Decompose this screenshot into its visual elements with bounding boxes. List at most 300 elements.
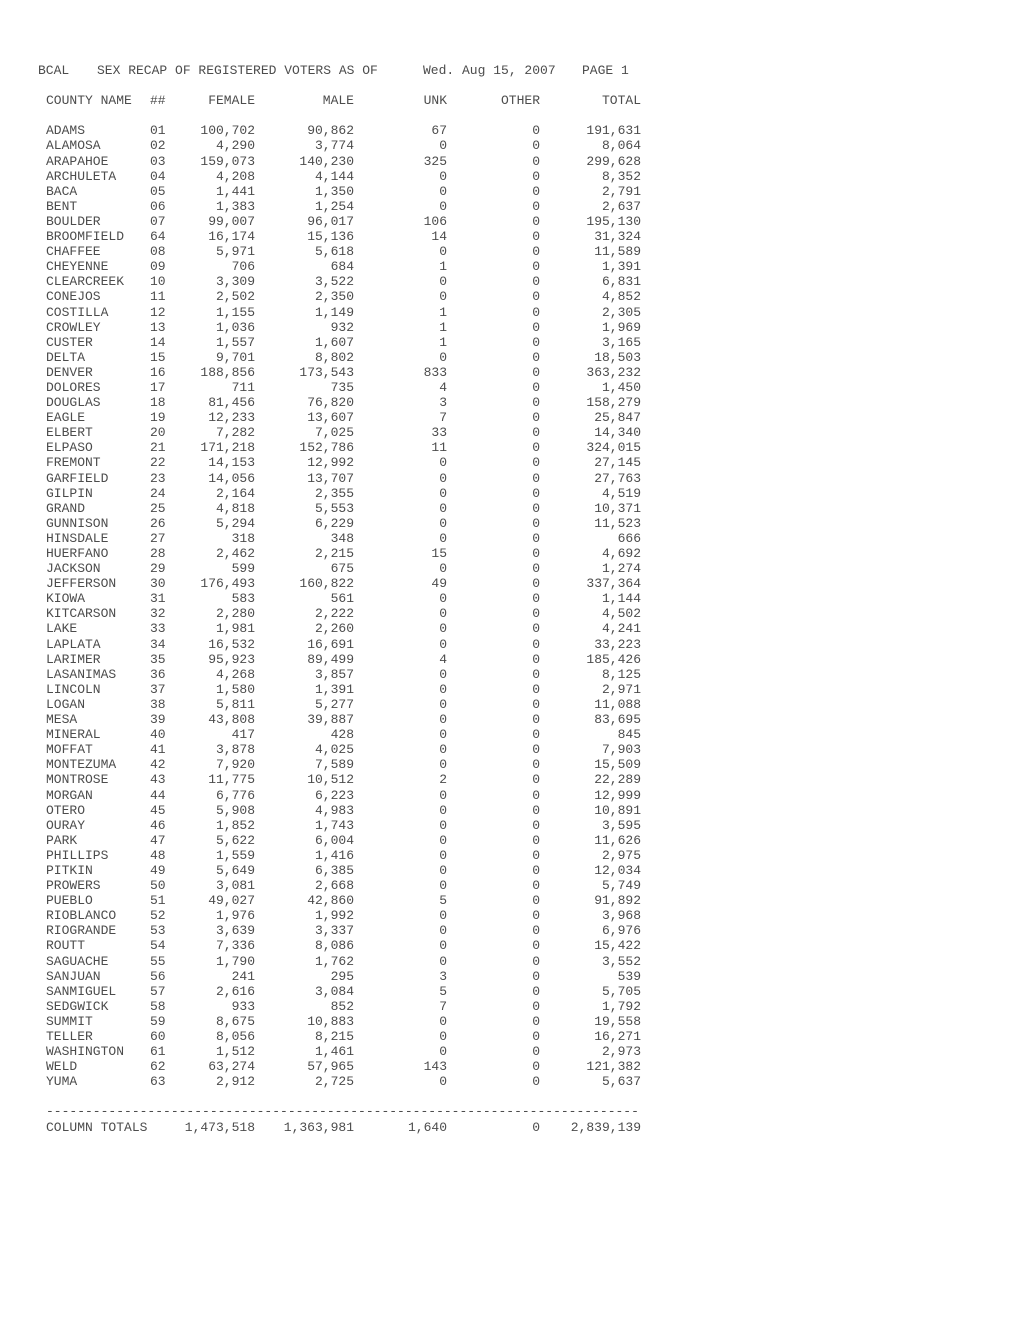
county-code-cell: 51 (150, 893, 166, 909)
table-row (38, 606, 678, 621)
unk-cell: 0 (439, 183, 447, 199)
female-cell: 5,811 (215, 696, 255, 712)
total-cell: 11,589 (594, 244, 641, 260)
female-cell: 16,174 (208, 229, 255, 245)
table-row (38, 289, 678, 304)
female-cell: 318 (231, 530, 255, 546)
male-cell: 2,355 (314, 485, 354, 501)
table-row (38, 154, 678, 169)
county-name-cell: EAGLE (46, 410, 86, 426)
total-cell: 4,502 (601, 606, 641, 622)
male-cell: 76,820 (307, 395, 354, 411)
table-row (38, 576, 678, 591)
female-cell: 5,971 (215, 244, 255, 260)
county-name-cell: MORGAN (46, 787, 93, 803)
other-cell: 0 (532, 666, 540, 682)
male-cell: 5,618 (314, 244, 354, 260)
unk-cell: 0 (439, 908, 447, 924)
county-code-cell: 58 (150, 998, 166, 1014)
county-name-cell: ADAMS (46, 123, 86, 139)
other-cell: 0 (532, 651, 540, 667)
male-cell: 1,254 (314, 198, 354, 214)
other-cell: 0 (532, 485, 540, 501)
table-row (38, 1029, 678, 1044)
female-cell: 1,580 (215, 681, 255, 697)
county-code-cell: 53 (150, 923, 166, 939)
county-name-cell: PITKIN (46, 862, 93, 878)
table-row (38, 199, 678, 214)
other-cell: 0 (532, 198, 540, 214)
total-cell: 185,426 (586, 651, 641, 667)
male-cell: 6,229 (314, 515, 354, 531)
county-code-cell: 56 (150, 968, 166, 984)
table-row (38, 380, 678, 395)
male-cell: 160,822 (299, 576, 354, 592)
other-cell: 0 (532, 546, 540, 561)
county-name-cell: CLEARCREEK (46, 274, 125, 290)
county-code-cell: 14 (150, 334, 166, 350)
unk-cell: 0 (439, 878, 447, 894)
county-name-cell: CONEJOS (46, 289, 101, 305)
county-code-cell: 27 (150, 530, 166, 546)
female-cell: 2,164 (215, 485, 255, 501)
county-name-cell: LARIMER (46, 651, 101, 667)
table-row (38, 697, 678, 712)
female-cell: 16,532 (208, 636, 255, 652)
male-cell: 1,743 (314, 817, 354, 833)
county-name-cell: BACA (46, 183, 78, 199)
male-cell: 735 (330, 379, 354, 395)
col-header-female: FEMALE (208, 93, 255, 109)
male-cell: 1,762 (314, 953, 354, 969)
other-cell: 0 (532, 349, 540, 365)
other-cell: 0 (532, 1074, 540, 1090)
table-row (38, 259, 678, 274)
other-cell: 0 (532, 908, 540, 924)
female-cell: 4,208 (215, 168, 255, 184)
male-cell: 2,260 (314, 621, 354, 637)
total-cell: 2,637 (601, 198, 641, 214)
male-cell: 1,461 (314, 1044, 354, 1060)
total-cell: 2,971 (601, 681, 641, 697)
other-cell: 0 (532, 515, 540, 531)
table-row (38, 305, 678, 320)
total-cell: 12,999 (594, 787, 641, 803)
unk-cell: 2 (439, 772, 447, 788)
county-code-cell: 41 (150, 742, 166, 758)
county-code-cell: 31 (150, 591, 166, 607)
female-cell: 159,073 (200, 153, 255, 169)
county-name-cell: WELD (46, 1059, 78, 1075)
unk-cell: 0 (439, 666, 447, 682)
report-code: BCAL (38, 63, 70, 78)
female-cell: 5,294 (215, 515, 255, 531)
county-code-cell: 60 (150, 1029, 166, 1044)
female-cell: 1,852 (215, 817, 255, 833)
county-code-cell: 03 (150, 153, 166, 169)
other-cell: 0 (532, 213, 540, 229)
total-cell: 27,145 (594, 455, 641, 471)
unk-cell: 0 (439, 289, 447, 305)
other-cell: 0 (532, 591, 540, 607)
female-cell: 1,557 (215, 334, 255, 350)
female-cell: 171,218 (200, 440, 255, 456)
county-name-cell: SANJUAN (46, 968, 101, 984)
unk-cell: 14 (431, 229, 447, 245)
male-cell: 2,222 (314, 606, 354, 622)
total-cell: 5,705 (601, 983, 641, 999)
female-cell: 3,878 (215, 742, 255, 758)
other-cell: 0 (532, 862, 540, 878)
male-cell: 1,416 (314, 847, 354, 863)
county-code-cell: 55 (150, 953, 166, 969)
county-code-cell: 09 (150, 259, 166, 275)
county-code-cell: 13 (150, 319, 166, 335)
col-header-other: OTHER (500, 93, 540, 109)
total-cell: 2,975 (601, 847, 641, 863)
male-cell: 57,965 (307, 1059, 354, 1075)
report-date: Wed. Aug 15, 2007 (423, 63, 556, 78)
total-cell: 25,847 (594, 410, 641, 426)
female-cell: 3,081 (215, 878, 255, 894)
total-cell: 337,364 (586, 576, 641, 592)
table-row (38, 455, 678, 470)
unk-cell: 0 (439, 606, 447, 622)
total-cell: 27,763 (594, 470, 641, 486)
total-cell: 31,324 (594, 229, 641, 245)
unk-cell: 0 (439, 1013, 447, 1029)
totals-female-cell: 1,473,518 (184, 1119, 255, 1135)
total-cell: 12,034 (594, 862, 641, 878)
other-cell: 0 (532, 727, 540, 743)
county-code-cell: 44 (150, 787, 166, 803)
unk-cell: 0 (439, 1074, 447, 1090)
county-name-cell: SANMIGUEL (46, 983, 117, 999)
county-code-cell: 11 (150, 289, 166, 305)
col-header-total: TOTAL (601, 93, 641, 109)
unk-cell: 0 (439, 832, 447, 848)
county-name-cell: LINCOLN (46, 681, 101, 697)
female-cell: 1,790 (215, 953, 255, 969)
other-cell: 0 (532, 229, 540, 245)
table-row (38, 1074, 678, 1089)
total-cell: 15,422 (594, 938, 641, 954)
female-cell: 43,808 (208, 712, 255, 728)
table-row (38, 954, 678, 969)
county-code-cell: 18 (150, 395, 166, 411)
other-cell: 0 (532, 878, 540, 894)
county-name-cell: KIOWA (46, 591, 86, 607)
other-cell: 0 (532, 364, 540, 380)
table-row (38, 486, 678, 501)
female-cell: 711 (231, 379, 255, 395)
total-cell: 6,976 (601, 923, 641, 939)
male-cell: 90,862 (307, 123, 354, 139)
total-cell: 4,692 (601, 546, 641, 561)
other-cell: 0 (532, 259, 540, 275)
county-name-cell: PUEBLO (46, 893, 93, 909)
female-cell: 4,290 (215, 138, 255, 154)
county-code-cell: 50 (150, 878, 166, 894)
table-row (38, 501, 678, 516)
female-cell: 3,309 (215, 274, 255, 290)
female-cell: 6,776 (215, 787, 255, 803)
other-cell: 0 (532, 983, 540, 999)
male-cell: 4,144 (314, 168, 354, 184)
county-name-cell: SAGUACHE (46, 953, 109, 969)
table-row (38, 923, 678, 938)
county-code-cell: 05 (150, 183, 166, 199)
male-cell: 3,857 (314, 666, 354, 682)
total-cell: 4,519 (601, 485, 641, 501)
county-code-cell: 34 (150, 636, 166, 652)
other-cell: 0 (532, 968, 540, 984)
county-code-cell: 63 (150, 1074, 166, 1090)
county-code-cell: 62 (150, 1059, 166, 1075)
unk-cell: 0 (439, 138, 447, 154)
county-code-cell: 30 (150, 576, 166, 592)
other-cell: 0 (532, 1044, 540, 1060)
male-cell: 1,350 (314, 183, 354, 199)
county-name-cell: ELBERT (46, 425, 93, 441)
female-cell: 99,007 (208, 213, 255, 229)
county-name-cell: HINSDALE (46, 530, 109, 546)
total-cell: 1,144 (601, 591, 641, 607)
total-cell: 1,450 (601, 379, 641, 395)
female-cell: 1,559 (215, 847, 255, 863)
female-cell: 176,493 (200, 576, 255, 592)
unk-cell: 0 (439, 485, 447, 501)
county-code-cell: 37 (150, 681, 166, 697)
county-name-cell: GUNNISON (46, 515, 109, 531)
county-code-cell: 08 (150, 244, 166, 260)
male-cell: 6,223 (314, 787, 354, 803)
county-name-cell: ELPASO (46, 440, 93, 456)
female-cell: 1,976 (215, 908, 255, 924)
unk-cell: 0 (439, 530, 447, 546)
male-cell: 8,215 (314, 1029, 354, 1044)
county-code-cell: 20 (150, 425, 166, 441)
county-name-cell: MINERAL (46, 727, 101, 743)
county-code-cell: 12 (150, 304, 166, 320)
male-cell: 348 (330, 530, 354, 546)
county-name-cell: GARFIELD (46, 470, 109, 486)
unk-cell: 1 (439, 319, 447, 335)
other-cell: 0 (532, 304, 540, 320)
male-cell: 13,607 (307, 410, 354, 426)
female-cell: 63,274 (208, 1059, 255, 1075)
other-cell: 0 (532, 530, 540, 546)
county-name-cell: FREMONT (46, 455, 101, 471)
total-cell: 666 (617, 530, 641, 546)
county-name-cell: MONTEZUMA (46, 757, 117, 773)
other-cell: 0 (532, 742, 540, 758)
female-cell: 9,701 (215, 349, 255, 365)
male-cell: 932 (330, 319, 354, 335)
county-code-cell: 07 (150, 213, 166, 229)
county-code-cell: 52 (150, 908, 166, 924)
total-cell: 1,969 (601, 319, 641, 335)
female-cell: 417 (231, 727, 255, 743)
county-code-cell: 47 (150, 832, 166, 848)
county-name-cell: LASANIMAS (46, 666, 117, 682)
other-cell: 0 (532, 1029, 540, 1044)
other-cell: 0 (532, 772, 540, 788)
total-cell: 191,631 (586, 123, 641, 139)
other-cell: 0 (532, 289, 540, 305)
other-cell: 0 (532, 334, 540, 350)
total-cell: 121,382 (586, 1059, 641, 1075)
female-cell: 933 (231, 998, 255, 1014)
county-code-cell: 02 (150, 138, 166, 154)
unk-cell: 0 (439, 862, 447, 878)
table-row (38, 848, 678, 863)
unk-cell: 7 (439, 410, 447, 426)
table-row (38, 621, 678, 636)
total-cell: 1,792 (601, 998, 641, 1014)
female-cell: 1,036 (215, 319, 255, 335)
other-cell: 0 (532, 802, 540, 818)
total-cell: 3,165 (601, 334, 641, 350)
female-cell: 1,383 (215, 198, 255, 214)
county-code-cell: 49 (150, 862, 166, 878)
other-cell: 0 (532, 757, 540, 773)
female-cell: 4,268 (215, 666, 255, 682)
table-row (38, 984, 678, 999)
county-name-cell: CHEYENNE (46, 259, 109, 275)
total-cell: 16,271 (594, 1029, 641, 1044)
county-code-cell: 57 (150, 983, 166, 999)
county-name-cell: DOLORES (46, 379, 101, 395)
unk-cell: 15 (431, 546, 447, 561)
table-row (38, 999, 678, 1014)
unk-cell: 1 (439, 304, 447, 320)
county-name-cell: OURAY (46, 817, 86, 833)
other-cell: 0 (532, 712, 540, 728)
county-name-cell: JACKSON (46, 561, 101, 577)
table-row (38, 274, 678, 289)
county-name-cell: COSTILLA (46, 304, 109, 320)
county-code-cell: 16 (150, 364, 166, 380)
total-cell: 4,852 (601, 289, 641, 305)
unk-cell: 0 (439, 847, 447, 863)
other-cell: 0 (532, 470, 540, 486)
county-name-cell: OTERO (46, 802, 86, 818)
other-cell: 0 (532, 123, 540, 139)
table-row (38, 682, 678, 697)
female-cell: 5,649 (215, 862, 255, 878)
table-row (38, 1044, 678, 1059)
total-cell: 10,371 (594, 500, 641, 516)
county-code-cell: 15 (150, 349, 166, 365)
unk-cell: 0 (439, 938, 447, 954)
other-cell: 0 (532, 621, 540, 637)
male-cell: 16,691 (307, 636, 354, 652)
other-cell: 0 (532, 153, 540, 169)
county-name-cell: LAKE (46, 621, 78, 637)
female-cell: 2,462 (215, 546, 255, 561)
female-cell: 8,675 (215, 1013, 255, 1029)
total-cell: 195,130 (586, 213, 641, 229)
female-cell: 4,818 (215, 500, 255, 516)
county-name-cell: PHILLIPS (46, 847, 109, 863)
unk-cell: 33 (431, 425, 447, 441)
county-name-cell: RIOBLANCO (46, 908, 117, 924)
table-row (38, 184, 678, 199)
other-cell: 0 (532, 787, 540, 803)
table-row (38, 757, 678, 772)
unk-cell: 833 (423, 364, 447, 380)
unk-cell: 3 (439, 968, 447, 984)
county-code-cell: 46 (150, 817, 166, 833)
table-row (38, 591, 678, 606)
report-header-line (38, 63, 678, 78)
county-code-cell: 24 (150, 485, 166, 501)
county-name-cell: ALAMOSA (46, 138, 101, 154)
county-code-cell: 21 (150, 440, 166, 456)
page-number: PAGE 1 (582, 63, 629, 78)
total-cell: 539 (617, 968, 641, 984)
table-row (38, 908, 678, 923)
total-cell: 1,391 (601, 259, 641, 275)
female-cell: 706 (231, 259, 255, 275)
female-cell: 14,153 (208, 455, 255, 471)
female-cell: 81,456 (208, 395, 255, 411)
other-cell: 0 (532, 183, 540, 199)
total-cell: 3,552 (601, 953, 641, 969)
total-cell: 363,232 (586, 364, 641, 380)
total-cell: 14,340 (594, 425, 641, 441)
table-row (38, 123, 678, 138)
male-cell: 152,786 (299, 440, 354, 456)
total-cell: 10,891 (594, 802, 641, 818)
other-cell: 0 (532, 425, 540, 441)
other-cell: 0 (532, 1059, 540, 1075)
total-cell: 158,279 (586, 395, 641, 411)
county-name-cell: LOGAN (46, 696, 86, 712)
unk-cell: 1 (439, 334, 447, 350)
male-cell: 3,774 (314, 138, 354, 154)
female-cell: 2,912 (215, 1074, 255, 1090)
other-cell: 0 (532, 1013, 540, 1029)
table-row (38, 878, 678, 893)
other-cell: 0 (532, 998, 540, 1014)
female-cell: 95,923 (208, 651, 255, 667)
total-cell: 15,509 (594, 757, 641, 773)
male-cell: 13,707 (307, 470, 354, 486)
male-cell: 8,802 (314, 349, 354, 365)
table-row (38, 214, 678, 229)
unk-cell: 7 (439, 998, 447, 1014)
total-cell: 19,558 (594, 1013, 641, 1029)
county-name-cell: LAPLATA (46, 636, 101, 652)
county-name-cell: DELTA (46, 349, 86, 365)
table-row (38, 742, 678, 757)
totals-male-cell: 1,363,981 (283, 1119, 354, 1135)
county-name-cell: WASHINGTON (46, 1044, 125, 1060)
other-cell: 0 (532, 410, 540, 426)
table-row (38, 229, 678, 244)
unk-cell: 1 (439, 259, 447, 275)
female-cell: 2,280 (215, 606, 255, 622)
table-header-row (38, 93, 678, 108)
unk-cell: 0 (439, 817, 447, 833)
female-cell: 11,775 (208, 772, 255, 788)
table-row (38, 1059, 678, 1074)
unk-cell: 0 (439, 681, 447, 697)
county-name-cell: BROOMFIELD (46, 229, 125, 245)
male-cell: 10,512 (307, 772, 354, 788)
